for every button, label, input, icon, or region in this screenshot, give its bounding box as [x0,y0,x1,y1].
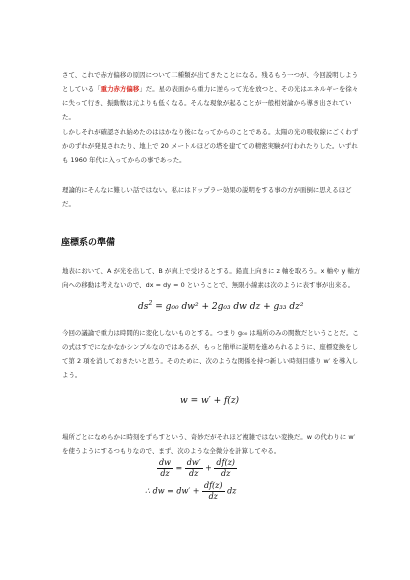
paragraph-static-gravity: 今回の議論で重力は時間的に変化しないものとする。つまり g₀₀ は場所のみの関数だということだ。この式はすでになかなかシンプルなのではあるが、もっと簡単に説明を進められるように、座標変換をして第 2 項を消しておきたいと思う。そのために、次のような関係を持つ新しい時刻目盛り w′ を導入しよう。 [62,329,359,379]
eq3-fraction-mid: $\frac{dw'}{dz}$ [186,458,201,478]
paragraph-intro-text-before: さて、これで赤方偏移の原因について二種類が出てきたことになる。残るもう一つが、今回説明しようとしている「 [62,71,359,93]
eq1-lhs: ds [138,302,149,312]
eq3-plus: + [205,463,212,473]
eq3-equals: = [175,463,183,473]
eq4-tail: dz [227,486,237,496]
eq4-therefore: ∴ dw = dw′ + [145,486,200,496]
paragraph-history: しかしそれが確認され始めたのははかなり後になってからのことである。太陽の光の吸収線にごくわずかのずれが発見されたり、地上で 20 メートルほどの塔を建てての精密実験が行われたりした。いずれも 1960 年代に入ってからの事であった。 [62,128,359,164]
paragraph-intro [62,68,362,124]
paragraph-theory: 理論的にそんなに難しい話ではない。私にはドップラー効果の説明をする事の方が面倒に思えるほどだ。 [62,186,352,208]
eq4-fraction: $\frac{df(z)}{dz}$ [203,481,223,501]
equation-therefore [145,481,236,502]
equation-time-shift: w = w′ + f(z) [180,396,240,406]
equation-line-element: $ds^2 = g_{00}$ dw² + 2g₀₃ dw dz + g₃₃ dz² [138,300,304,312]
eq1-rhs: = g₀₀ dw² + 2g₀₃ dw dz + g₃₃ dz² [155,302,304,312]
equation-total-differential [157,458,237,479]
highlight-gravitational-redshift: 重力赤方偏移 [100,85,140,93]
paragraph-transform: 場所ごとになめらかに時刻をずらすという、奇妙だがそれほど複雑ではない変換だ。w の代わりに w′ を使うようにするつもりなので、まず、次のような全微分を計算してやる。 [62,433,356,455]
eq3-fraction-right: $\frac{df(z)}{dz}$ [216,458,235,478]
section-heading: 座標系の準備 [61,238,116,248]
eq3-fraction-left: $\frac{dw}{dz}$ [159,458,171,478]
paragraph-setup: 地表において、A が光を出して、B が真上で受けるとする。鉛直上向きに z 軸を取ろう。x 軸や y 軸方向への移動は考えないので、dx = dy = 0 ということで、無限小線素は次のように表す事が出来る。 [62,267,361,289]
paragraph-intro-text-after: 」だ。星の表面から重力に逆らって光を放つと、その光はエネルギーを徐々に失って行き、振動数は元よりも低くなる。そんな現象が起ることが一般相対論から導き出されていた。 [62,85,359,121]
